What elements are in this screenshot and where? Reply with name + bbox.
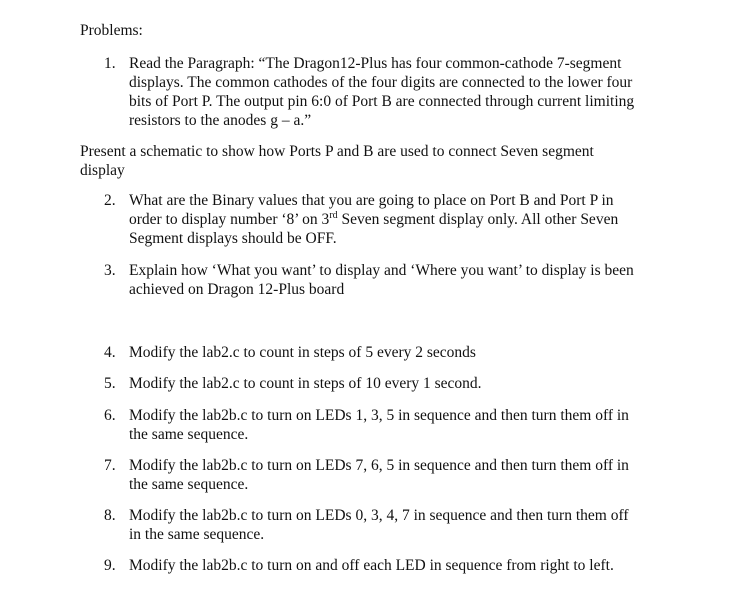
item-text: [129, 343, 669, 362]
item-line: [129, 210, 669, 229]
page-heading: Problems:: [80, 22, 143, 39]
item-line: Modify the lab2.c to count in steps of 5 every 2 seconds: [129, 344, 476, 361]
item-number: 2.: [104, 192, 116, 209]
item-line: achieved on Dragon 12-Plus board: [129, 281, 345, 298]
item-text: [129, 54, 669, 130]
item-number: 1.: [104, 55, 116, 72]
item-text: [129, 261, 669, 299]
item-line: in the same sequence.: [129, 526, 265, 543]
item-line: Modify the lab2b.c to turn on and off each LED in sequence from right to left.: [129, 557, 614, 574]
item-line: the same sequence.: [129, 426, 249, 443]
item-line: What are the Binary values that you are going to place on Port B and Port P in: [129, 192, 614, 209]
item-line: bits of Port P. The output pin 6:0 of Port B are connected through current limiting: [129, 93, 635, 110]
item-line: Modify the lab2b.c to turn on LEDs 7, 6, 5 in sequence and then turn them off in: [129, 457, 629, 474]
item-number: 7.: [104, 457, 116, 474]
paragraph-line: Present a schematic to show how Ports P and B are used to connect Seven segment: [80, 143, 594, 160]
item-line: Read the Paragraph: “The Dragon12-Plus has four common-cathode 7-segment: [129, 55, 622, 72]
item-line: Modify the lab2b.c to turn on LEDs 1, 3, 5 in sequence and then turn them off in: [129, 407, 629, 424]
schematic-paragraph: [80, 142, 640, 180]
item-number: 5.: [104, 375, 116, 392]
item-number: 6.: [104, 407, 116, 424]
item-line: the same sequence.: [129, 476, 249, 493]
item-number: 4.: [104, 344, 116, 361]
item-line-part: Seven segment display only. All other Seven: [337, 211, 619, 228]
item-text: [129, 374, 669, 393]
item-line: Segment displays should be OFF.: [129, 230, 337, 247]
item-line: resistors to the anodes g – a.”: [129, 112, 312, 129]
item-text: [129, 506, 669, 544]
item-line: Explain how ‘What you want’ to display and ‘Where you want’ to display is been: [129, 262, 634, 279]
item-number: 3.: [104, 262, 116, 279]
item-line-part: order to display number ‘8’ on 3: [129, 211, 330, 228]
item-line: Modify the lab2b.c to turn on LEDs 0, 3, 4, 7 in sequence and then turn them off: [129, 507, 629, 524]
item-line: Modify the lab2.c to count in steps of 10 every 1 second.: [129, 375, 482, 392]
item-text: [129, 456, 669, 494]
item-line: displays. The common cathodes of the four digits are connected to the lower four: [129, 74, 633, 91]
item-text: [129, 191, 669, 248]
item-text: [129, 406, 669, 444]
ordinal-suffix: rd: [329, 209, 338, 221]
item-text: [129, 556, 669, 575]
paragraph-line: display: [80, 162, 125, 179]
item-number: 9.: [104, 557, 116, 574]
item-number: 8.: [104, 507, 116, 524]
